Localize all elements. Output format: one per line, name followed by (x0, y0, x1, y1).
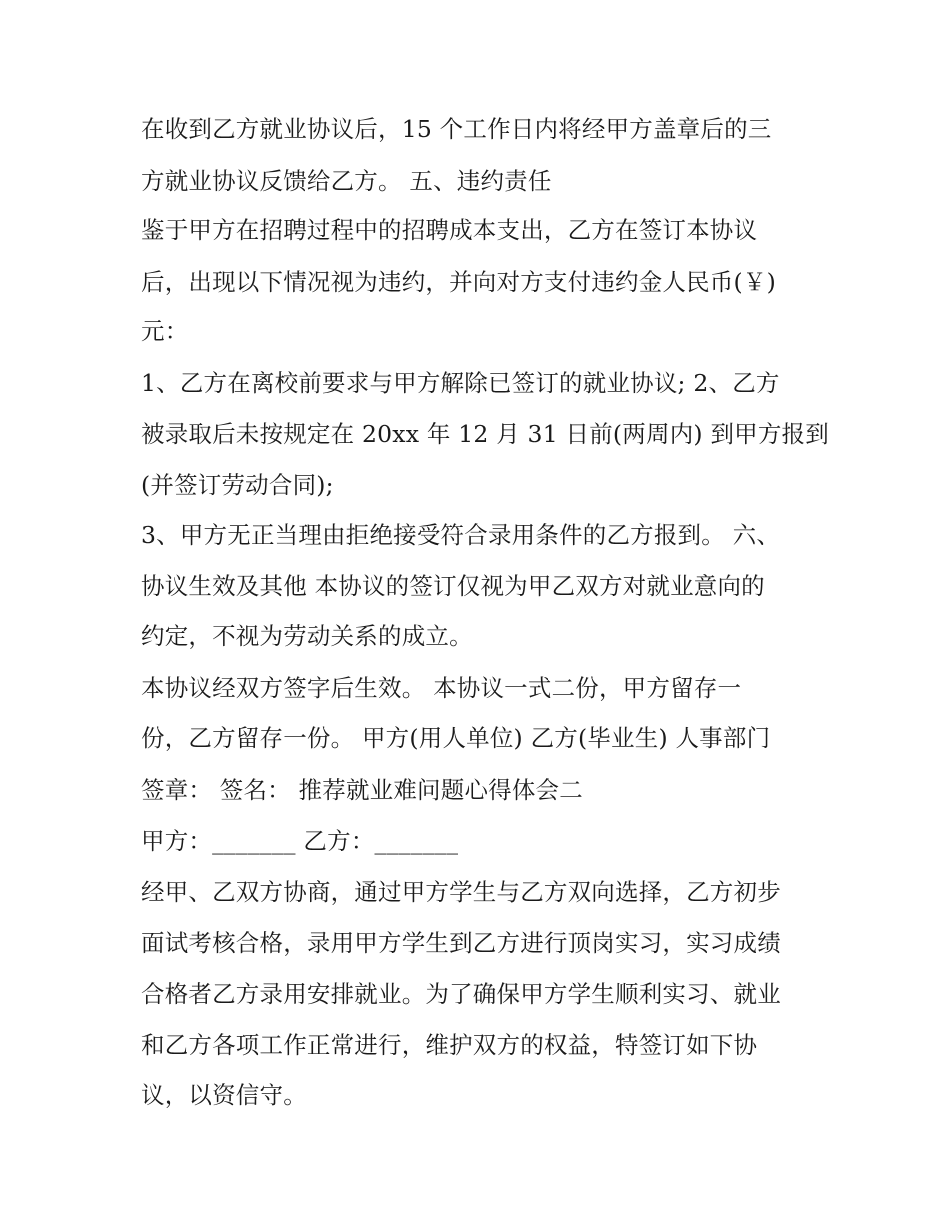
text-line: 协议生效及其他 本协议的签订仅视为甲乙双方对就业意向的 (141, 572, 765, 600)
text-line: (并签订劳动合同); (141, 471, 334, 499)
text-line: 被录取后未按规定在 20xx 年 12 月 31 日前(两周内) 到甲方报到 (141, 420, 829, 448)
text-line: 约定，不视为劳动关系的成立。 (141, 622, 473, 650)
text-line: 签章： 签名： 推荐就业难问题心得体会二 (141, 776, 583, 804)
text-line: 1、乙方在离校前要求与甲方解除已签订的就业协议; 2、乙方 (141, 369, 780, 397)
text-line: 鉴于甲方在招聘过程中的招聘成本支出，乙方在签订本协议 (141, 216, 758, 244)
text-line: 在收到乙方就业协议后，15 个工作日内将经甲方盖章后的三 (141, 115, 772, 143)
text-line: 合格者乙方录用安排就业。为了确保甲方学生顺利实习、就业 (141, 980, 781, 1008)
text-line: 后，出现以下情况视为违约，并向对方支付违约金人民币(￥) (141, 268, 776, 296)
text-line: 议，以资信守。 (141, 1081, 307, 1109)
text-line: 方就业协议反馈给乙方。 五、违约责任 (141, 167, 552, 195)
text-line: 经甲、乙双方协商，通过甲方学生与乙方双向选择，乙方初步 (141, 878, 781, 906)
signature-line: 甲方：_______ 乙方：_______ (141, 827, 459, 855)
text-line: 本协议经双方签字后生效。 本协议一式二份，甲方留存一 (141, 674, 742, 702)
text-line: 份，乙方留存一份。 甲方(用人单位) 乙方(毕业生) 人事部门 (141, 724, 771, 752)
text-line: 和乙方各项工作正常进行，维护双方的权益，特签订如下协 (141, 1031, 758, 1059)
text-line: 3、甲方无正当理由拒绝接受符合录用条件的乙方报到。 六、 (141, 521, 781, 549)
text-line: 面试考核合格，录用甲方学生到乙方进行顶岗实习，实习成绩 (141, 929, 781, 957)
text-line: 元： (141, 317, 189, 345)
